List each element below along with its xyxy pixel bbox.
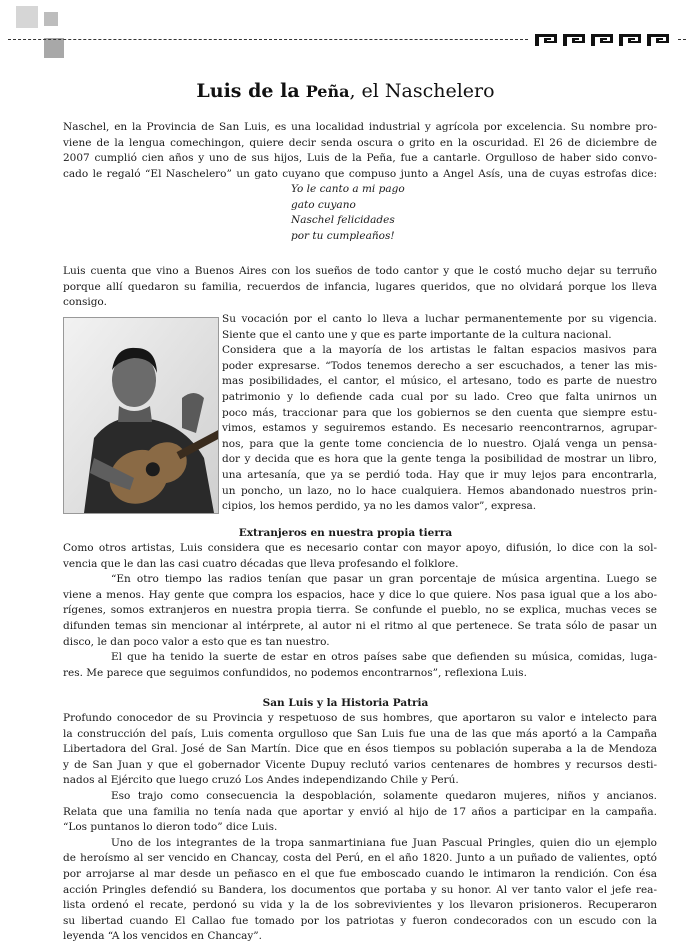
corner-decoration bbox=[0, 0, 70, 64]
text-line: Como otros artistas, Luis considera que es necesario contar con mayor apoyo, difusión, lo dice con la sol- bbox=[63, 542, 657, 554]
text-line: nados al Ejército que luego cruzó Los Andes independizando Chile y Perú. bbox=[63, 774, 459, 787]
text-line: acción Pringles defendió su Bandera, los documentos que portaba y su honor. Al ver tanto valor el jefe rea- bbox=[63, 883, 657, 896]
text-line: mas posibilidades, el cantor, el músico, el artesano, todo es parte de nuestro bbox=[222, 375, 657, 388]
text-line: de heroísmo al ser vencido en Chancay, costa del Perú, en el año 1820. Junto a un puñado de valientes, optó bbox=[63, 852, 657, 865]
musician-photo bbox=[63, 317, 219, 514]
text-line: nos, para que la gente tome conciencia de lo nuestro. Ojalá venga un pensa- bbox=[222, 437, 657, 450]
text-line: leyenda “A los vencidos en Chancay”. bbox=[63, 930, 262, 943]
title-name-small: Peña bbox=[305, 82, 350, 101]
text-line: vencia que le dan las casi cuatro décadas que lleva profesando el folklore. bbox=[63, 557, 459, 570]
decor-square bbox=[16, 6, 38, 28]
poem-line: gato cuyano bbox=[291, 198, 356, 211]
text-line: Su vocación por el canto lo lleva a luchar permanentemente por su vigencia. bbox=[222, 313, 657, 325]
text-line: viene de la lengua comechingon, quiere decir senda oscura o grito en la oscuridad. El 26 de diciembre de bbox=[63, 136, 657, 149]
decor-square bbox=[44, 38, 64, 58]
greek-key-ornament bbox=[533, 32, 675, 48]
text-line: un poncho, un lazo, no lo hace cualquiera. Hemos abandonado nuestros prin- bbox=[222, 484, 657, 497]
page-title bbox=[0, 80, 691, 102]
text-line: una artesanía, que ya se perdió toda. Hay que ir muy lejos para encontrarla, bbox=[222, 468, 657, 481]
title-name: Luis de la bbox=[196, 80, 300, 102]
text-line: Relata que una familia no tenía nada que aportar y envió al hijo de 17 años a participar en la campaña. bbox=[63, 805, 657, 818]
poem-line: Yo le canto a mi pago bbox=[291, 183, 405, 195]
title-rest: , el Naschelero bbox=[349, 80, 495, 102]
text-line: la construcción del país, Luis comenta orgulloso que San Luis fue una de las que más aportó a la Campaña bbox=[63, 727, 657, 740]
text-line: poco más, traccionar para que los gobiernos se den cuenta que siempre estu- bbox=[222, 406, 657, 419]
intro-paragraph bbox=[63, 120, 657, 182]
section-heading-san-luis: San Luis y la Historia Patria bbox=[262, 697, 429, 709]
text-line: Uno de los integrantes de la tropa sanmartiniana fue Juan Pascual Pringles, quien dio un ejemplo bbox=[111, 836, 657, 849]
text-line: cipios, los hemos perdido, ya no les damos valor”, expresa. bbox=[222, 500, 537, 513]
text-line: Naschel, en la Provincia de San Luis, es una localidad industrial y agrícola por excelencia. Su nombre pro- bbox=[63, 121, 657, 133]
text-line: Eso trajo como consecuencia la despoblación, solamente quedaron mujeres, niños y ancianos. bbox=[111, 789, 657, 802]
text-line: disco, le dan poco valor a esto que es tan nuestro. bbox=[63, 635, 330, 648]
decor-square bbox=[44, 12, 58, 26]
text-line: vimos, estamos y seguiremos estando. Es necesario reencontrarnos, agrupar- bbox=[222, 422, 657, 435]
text-line: su libertad cuando El Callao fue tomado por los patriotas y fueron condecorados con un escudo con la bbox=[63, 914, 657, 927]
sidebar-text bbox=[222, 312, 657, 515]
text-line: res. Me parece que seguimos confundidos, no podemos encontrarnos”, reflexiona Luis. bbox=[63, 666, 527, 679]
header-dashed-rule-end bbox=[678, 39, 686, 40]
text-line: 2007 cumplió cien años y uno de sus hijos, Luis de la Peña, fue a cantarle. Orgulloso de haber sido convo- bbox=[63, 152, 657, 165]
text-line: poder expresarse. “Todos tenemos derecho a ser escuchados, a tener las mis- bbox=[222, 359, 657, 372]
text-line: “Los puntanos lo dieron todo” dice Luis. bbox=[63, 821, 278, 834]
text-line: rígenes, somos extranjeros en nuestra propia tierra. Se confunde el pueblo, no se explica, muchas veces se bbox=[63, 604, 657, 617]
text-line: dor y decida que es hora que la gente tenga la posibilidad de mostrar un libro, bbox=[222, 453, 657, 466]
text-line: por arrojarse al mar desde un peñasco en el que fue emboscado cuando le intimaron la rendición. Con ésa bbox=[63, 867, 657, 880]
text-line: Considera que a la mayoría de los artistas le faltan espacios masivos para bbox=[222, 344, 657, 357]
text-line: Siente que el canto une y que es parte importante de la cultura nacional. bbox=[222, 328, 612, 341]
text-line: Libertadora del Gral. José de San Martín. Dice que en ésos tiempos su población superaba a la de Mendoza bbox=[63, 743, 657, 756]
text-line: El que ha tenido la suerte de estar en otros países sabe que defienden su música, comidas, luga- bbox=[111, 651, 657, 664]
text-line: “En otro tiempo las radios tenían que pasar un gran porcentaje de música argentina. Luego se bbox=[111, 573, 657, 586]
paragraph-buenos-aires bbox=[63, 264, 657, 311]
section-heading-extranjeros: Extranjeros en nuestra propia tierra bbox=[238, 527, 453, 539]
text-line: patrimonio y lo defiende cada cual por su lado. Creo que falta unirnos un bbox=[222, 390, 657, 403]
section-san-luis-text bbox=[63, 711, 657, 945]
text-line: consigo. bbox=[63, 296, 107, 309]
text-line: Luis cuenta que vino a Buenos Aires con los sueños de todo cantor y que le costó mucho dejar su terruño bbox=[63, 265, 657, 277]
poem-line: Naschel felicidades bbox=[291, 214, 395, 227]
text-line: cado le regaló “El Naschelero” un gato cuyano que compuso junto a Angel Asís, una de cuyas estrofas dice: bbox=[63, 167, 657, 180]
section-extranjeros-text bbox=[63, 541, 657, 681]
poem-line: por tu cumpleaños! bbox=[291, 229, 395, 242]
text-line: Profundo conocedor de su Provincia y respetuoso de sus hombres, que aportaron su valor e intelecto para bbox=[63, 712, 657, 724]
text-line: lista ordenó el recate, perdonó su vida y la de los sobrevivientes y los llevaron prisioneros. Recuperaron bbox=[63, 899, 657, 912]
text-line: y de San Juan y que el gobernador Vicente Dupuy reclutó varios centenares de hombres y recursos desti- bbox=[63, 758, 657, 771]
header-dashed-rule bbox=[8, 39, 528, 40]
text-line: difunden temas sin mencionar al intérprete, al autor ni el ritmo al que pertenece. Se trata sólo de pasar un bbox=[63, 619, 657, 632]
text-line: viene a menos. Hay gente que compra los espacios, hace y dice lo que quiere. Nos pasa igual que a los abo- bbox=[63, 588, 657, 601]
poem-verse bbox=[291, 182, 405, 244]
text-line: porque allí quedaron su familia, recuerdos de infancia, lugares queridos, que no olvidará porque los lleva bbox=[63, 280, 657, 293]
